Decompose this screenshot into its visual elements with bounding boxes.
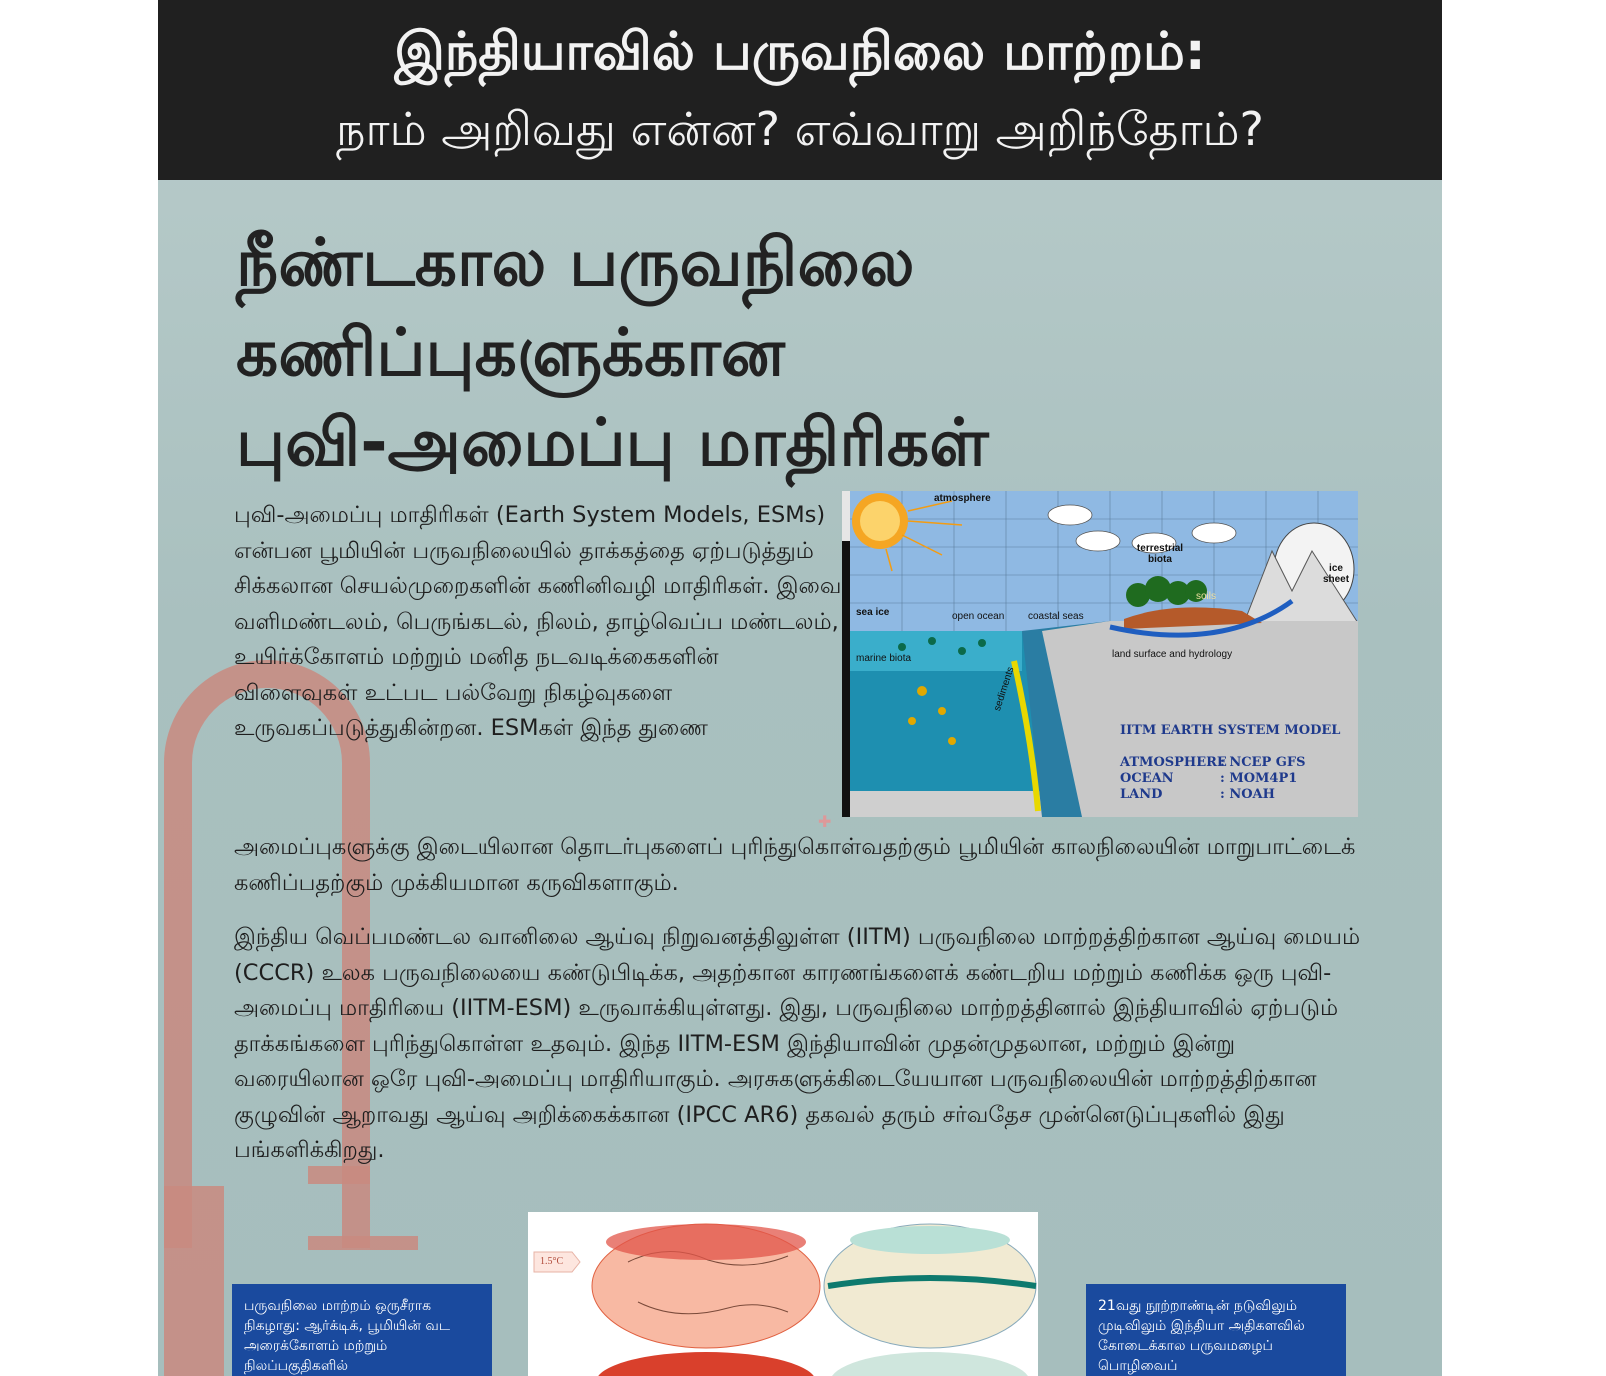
label-soils: soils (1196, 591, 1217, 602)
banner-title-line1: இந்தியாவில் பருவநிலை மாற்றம்: (394, 22, 1206, 82)
label-coastal-seas: coastal seas (1028, 611, 1084, 622)
section-headline (236, 218, 1136, 488)
headline-line3: புவி-அமைப்பு மாதிரிகள் (236, 404, 989, 481)
figure-row-key: ATMOSPHERE (1120, 755, 1227, 770)
callout-right: 21வது நூற்றாண்டின் நடுவிலும் முடிவிலும் இந்தியா அதிகளவில் கோடைக்கால பருவமழைப் பொழிவைப் (1086, 1284, 1346, 1376)
figure-row-key: OCEAN (1120, 771, 1174, 786)
earth-system-model-figure (842, 491, 1358, 817)
decorative-block (164, 1186, 224, 1376)
body-paragraph-2: இந்திய வெப்பமண்டல வானிலை ஆய்வு நிறுவனத்திலுள்ள (IITM) பருவநிலை மாற்றத்திற்கான ஆய்வு மையம் (CCCR) உலக பருவநிலையை கண்டுபிடிக்க, அதற்கான காரணங்களைக் கண்டறிய மற்றும் கணிக்க ஒரு புவி-அமைப்பு மாதிரியை (IITM-ESM) உருவாக்கியுள்ளது. இது, பருவநிலை மாற்றத்தினால் இந்தியாவில் ஏற்படும் தாக்கங்களை புரிந்துகொள்ள உதவும். இந்த IITM-ESM இந்தியாவின் முதன்முதலான, மற்றும் இன்று வரையிலான ஒரே புவி-அமைப்பு மாதிரியாகும். அரசுகளுக்கிடையேயான பருவநிலையின் மாற்றத்திற்கான குழுவின் ஆறாவது ஆய்வு அறிக்கைக்கான (IPCC AR6) தகவல் தரும் சர்வதேச முன்னெடுப்புகளில் இது பங்களிக்கிறது. (234, 924, 1361, 1163)
label-sediments: sediments (992, 665, 1017, 713)
callout-left: பருவநிலை மாற்றம் ஒருசீராக நிகழாது: ஆர்க்டிக், பூமியின் வட அரைக்கோளம் மற்றும் நிலப்பகுதிகளில் (232, 1284, 492, 1376)
title-banner (158, 0, 1442, 180)
label-sea-ice: sea ice (856, 607, 890, 618)
figure-row-value: : MOM4P1 (1220, 771, 1298, 786)
label-marine-biota: marine biota (856, 653, 912, 664)
decorative-plus: ✚ (818, 812, 832, 831)
figure-row-key: LAND (1120, 787, 1163, 802)
headline-line1: நீண்டகால பருவநிலை (236, 224, 915, 301)
body-paragraph-1a: புவி-அமைப்பு மாதிரிகள் (Earth System Models, ESMs) என்பன பூமியின் பருவநிலையில் தாக்கத்தை ஏற்படுத்தும் சிக்கலான செயல்முறைகளின் கணினிவழி மாதிரிகள். இவை வளிமண்டலம், பெருங்கடல், நிலம், தாழ்வெப்ப மண்டலம், உயிர்க்கோளம் மற்றும் மனித நடவடிக்கைகளின் விளைவுகள் உட்பட பல்வேறு நிகழ்வுகளை உருவகப்படுத்துகின்றன. ESMகள் இந்த துணை (234, 502, 842, 741)
body-paragraph-1b: அமைப்புகளுக்கு இடையிலான தொடர்புகளைப் புரிந்துகொள்வதற்கும் பூமியின் காலநிலையின் மாறுபாட்டைக் கணிப்பதற்கும் முக்கியமான கருவிகளாகும். (234, 834, 1356, 896)
figure-caption-title: IITM EARTH SYSTEM MODEL (1120, 723, 1341, 738)
figure-row-value: : NCEP GFS (1220, 755, 1306, 770)
label-terrestrial-biota: terrestrial biota (1136, 543, 1184, 565)
label-ice-sheet: ice sheet (1322, 563, 1350, 585)
label-land-surface: land surface and hydrology (1112, 649, 1233, 660)
poster-page (158, 0, 1442, 1376)
headline-line2: கணிப்புகளுக்கான (236, 314, 785, 391)
label-open-ocean: open ocean (952, 611, 1005, 622)
decorative-bar (308, 1236, 418, 1250)
label-atmosphere: atmosphere (934, 493, 991, 504)
maps-graphic (528, 1212, 1038, 1376)
warming-maps-figure (528, 1212, 1038, 1376)
decorative-bar (308, 1166, 370, 1184)
figure-row-value: : NOAH (1220, 787, 1275, 802)
maps-scale-label: 1.5°C (540, 1256, 564, 1267)
banner-title-line2: நாம் அறிவது என்ன? எவ்வாறு அறிந்தோம்? (336, 102, 1264, 156)
